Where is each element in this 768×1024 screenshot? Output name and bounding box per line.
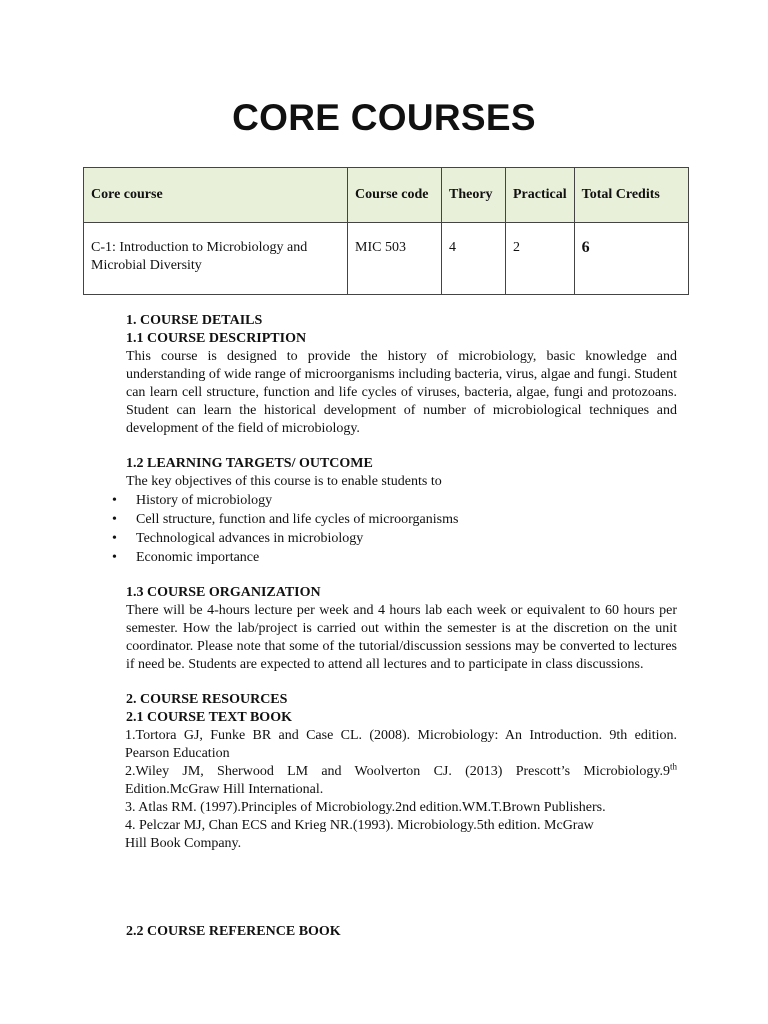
- text-book-3: 3. Atlas RM. (1997).Principles of Microbiology.2nd edition.WM.T.Brown Publishers.: [125, 800, 606, 815]
- list-item: • Economic importance: [112, 550, 260, 565]
- cell-practical: 2: [506, 223, 575, 295]
- text-book-1: 1.Tortora GJ, Funke BR and Case CL. (2008). Microbiology: An Introduction. 9th edition. Pearson Education: [125, 728, 677, 761]
- bullet-icon: •: [112, 493, 117, 508]
- cell-course-name: C-1: Introduction to Microbiology and Microbial Diversity: [84, 223, 348, 295]
- list-item: • Technological advances in microbiology: [112, 531, 364, 546]
- table-row: [84, 223, 689, 295]
- list-item: • Cell structure, function and life cycles of microorganisms: [112, 512, 459, 527]
- header-practical: Practical: [506, 168, 575, 223]
- table-header-row: [84, 168, 689, 223]
- page-title: CORE COURSES: [232, 97, 536, 138]
- course-organization-text: There will be 4-hours lecture per week and 4 hours lab each week or equivalent to 60 hours per semester. How the lab/project is carried out within the semester is at the discretion on the unit coordinator. Please note that some of the tutorial/discussion sessions may be converted to lectures if need be. Students are expected to attend all lectures and to participate in class discussions.: [126, 603, 677, 672]
- section-text-book-heading: 2.1 COURSE TEXT BOOK: [126, 710, 292, 725]
- cell-course-code: MIC 503: [348, 223, 442, 295]
- text-book-4: 4. Pelczar MJ, Chan ECS and Krieg NR.(1993). Microbiology.5th edition. McGraw Hill Book Company.: [125, 818, 594, 851]
- section-course-resources-heading: 2. COURSE RESOURCES: [126, 692, 288, 707]
- section-course-details-heading: 1. COURSE DETAILS: [126, 313, 263, 328]
- cell-total-credits: 6: [574, 223, 688, 295]
- header-total-credits: Total Credits: [574, 168, 688, 223]
- section-reference-book-heading: 2.2 COURSE REFERENCE BOOK: [126, 924, 341, 939]
- bullet-icon: •: [112, 512, 117, 527]
- bullet-icon: •: [112, 531, 117, 546]
- document-body: [112, 312, 677, 941]
- cell-theory: 4: [442, 223, 506, 295]
- header-core-course: Core course: [84, 168, 348, 223]
- header-course-code: Course code: [348, 168, 442, 223]
- learning-targets-intro: The key objectives of this course is to enable students to: [126, 474, 442, 489]
- section-course-description-heading: 1.1 COURSE DESCRIPTION: [126, 331, 307, 346]
- section-course-organization-heading: 1.3 COURSE ORGANIZATION: [126, 585, 321, 600]
- course-description-text: This course is designed to provide the history of microbiology, basic knowledge and understanding of wide range of microorganisms including bacteria, virus, algae and fungi. Student can learn cell structure, function and life cycles of viruses, bacteria, algae, fungi and protozoans. Student can learn the historical development of number of microbiological techniques and development of the field of microbiology.: [126, 349, 677, 436]
- section-learning-targets-heading: 1.2 LEARNING TARGETS/ OUTCOME: [126, 456, 373, 471]
- bullet-icon: •: [112, 550, 117, 565]
- learning-targets-list: [112, 491, 677, 567]
- header-theory: Theory: [442, 168, 506, 223]
- core-courses-table: [83, 167, 689, 295]
- text-book-2: 2.Wiley JM, Sherwood LM and Woolverton CJ. (2013) Prescott’s Microbiology.9th Edition.McGraw Hill International.: [125, 761, 677, 797]
- list-item: • History of microbiology: [112, 493, 273, 508]
